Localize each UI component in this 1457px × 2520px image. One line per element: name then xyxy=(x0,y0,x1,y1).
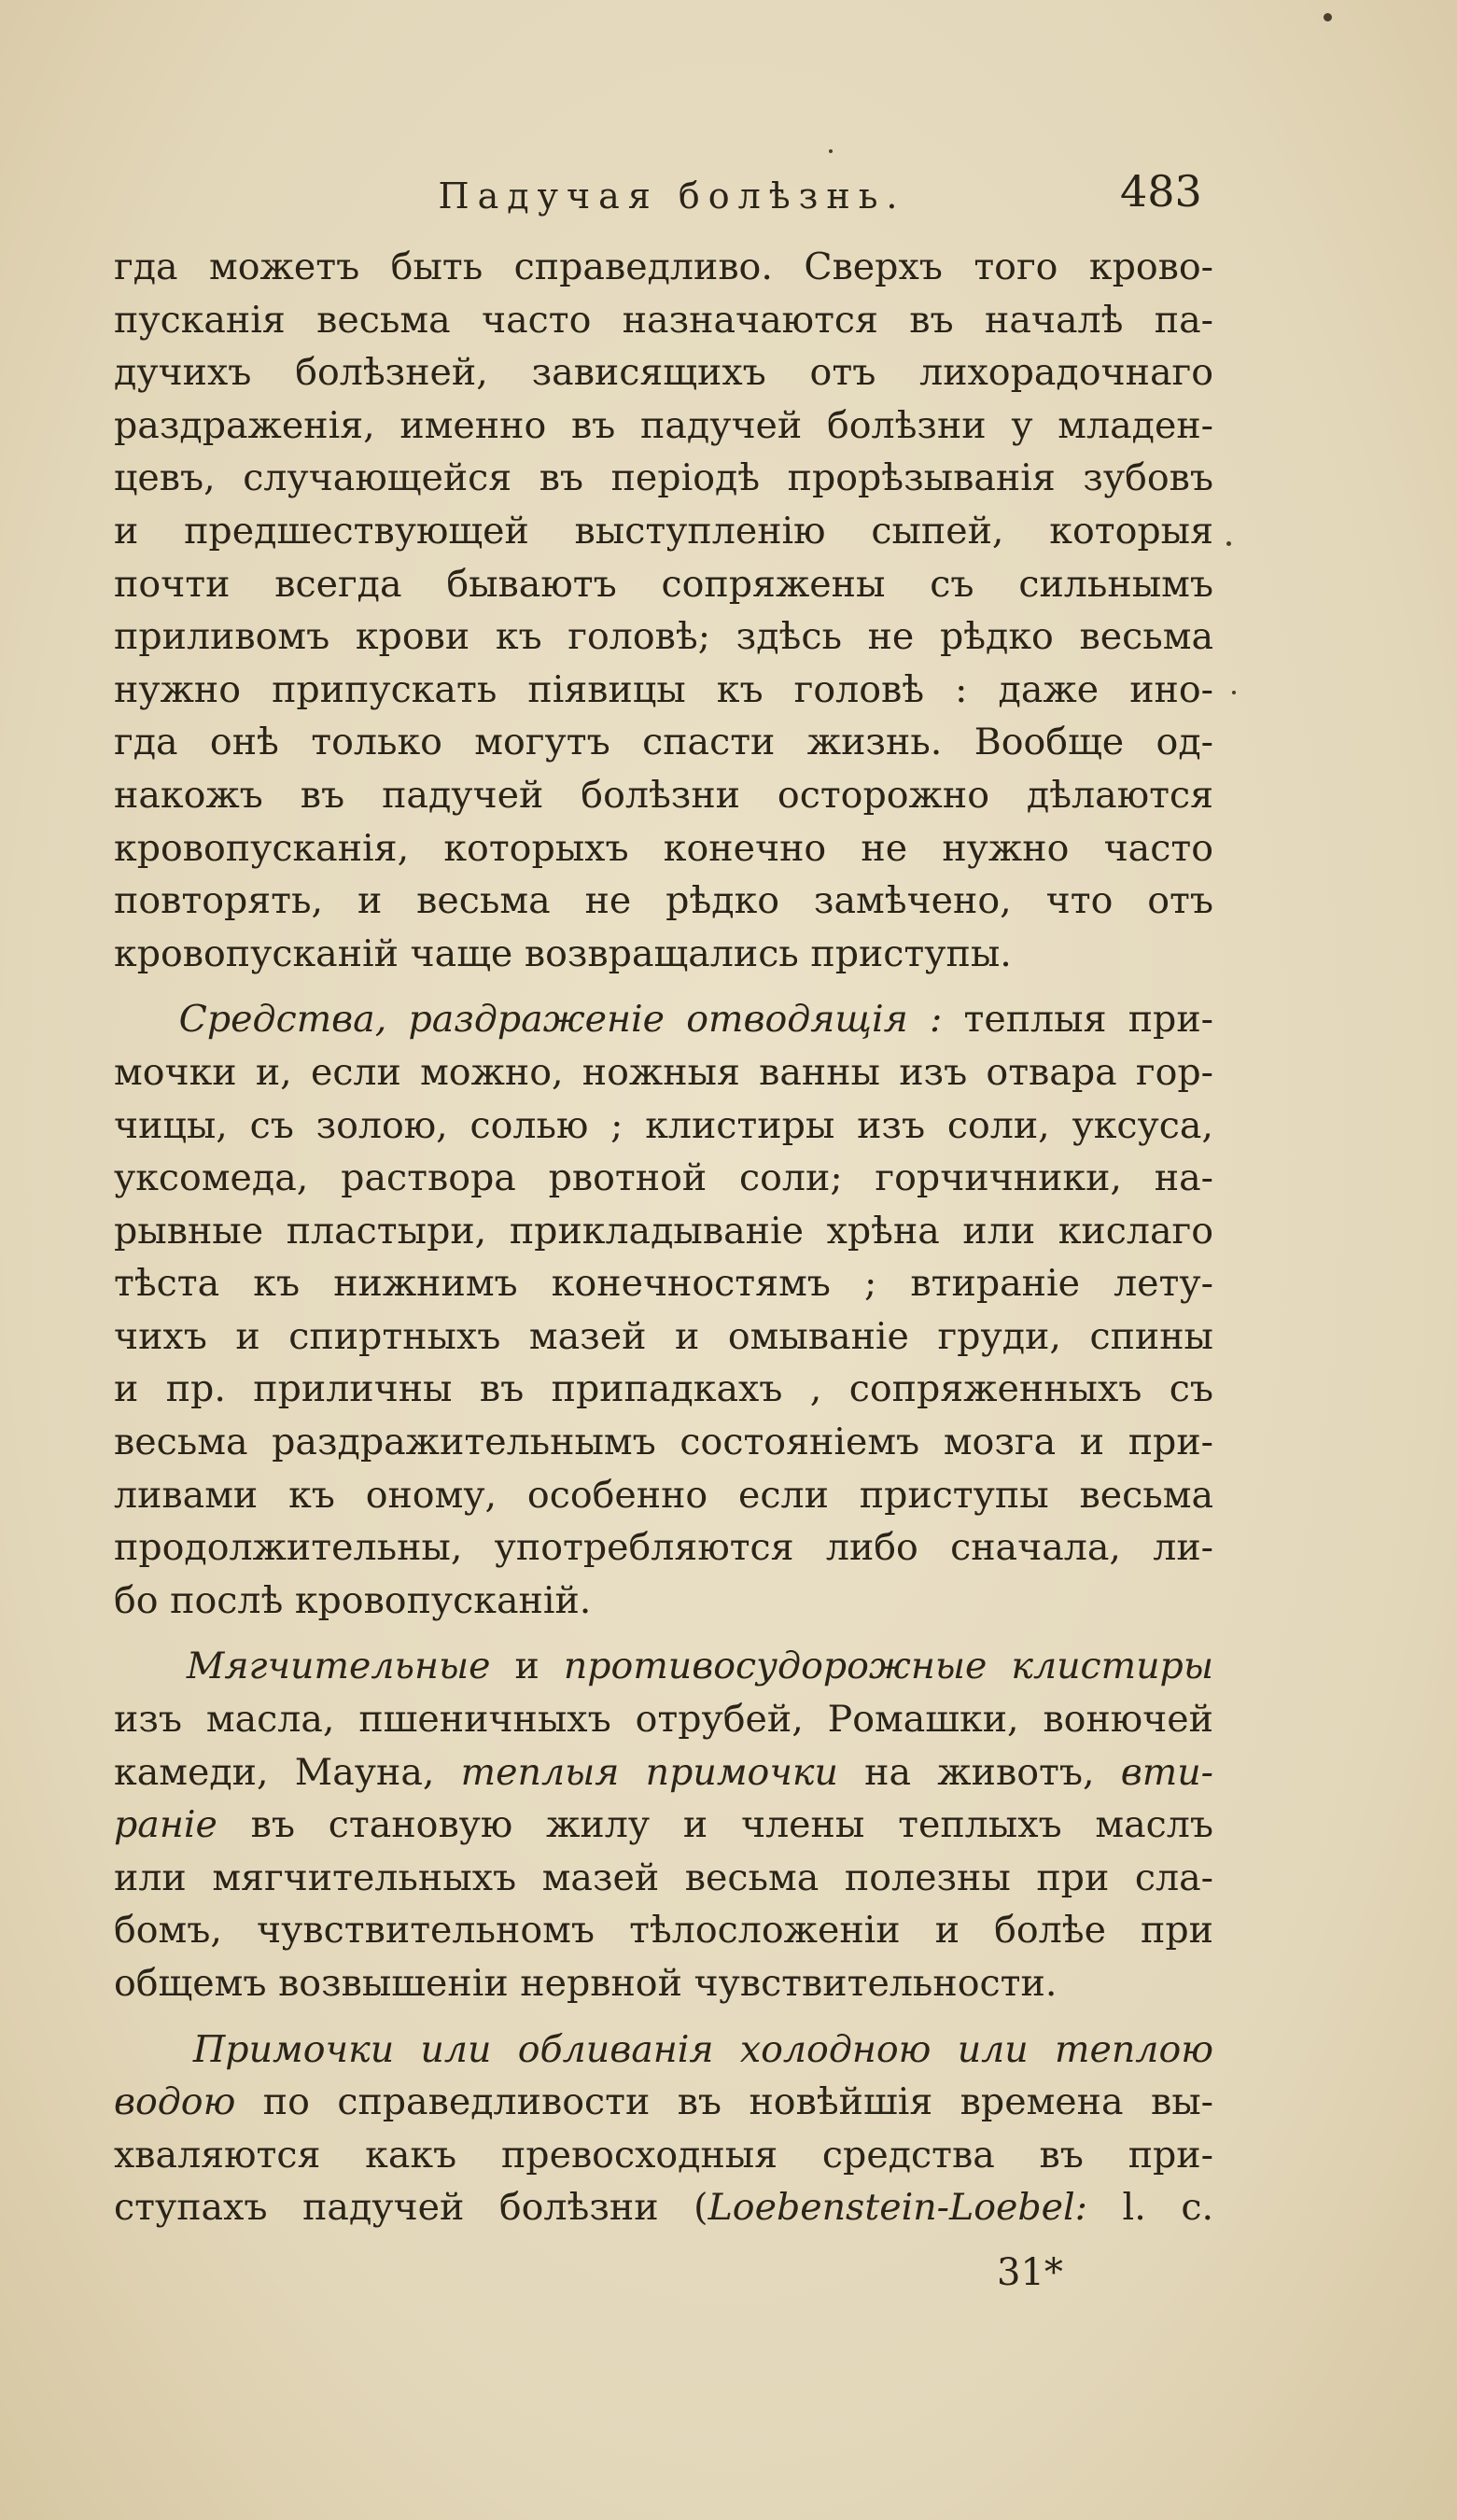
italic-phrase: Loebenstein-Loebel: xyxy=(707,2186,1087,2230)
text-line: гда можетъ быть справедливо. Сверхъ того крово- xyxy=(114,245,1213,288)
italic-phrase: Примочки или обливанія холодною или теплою xyxy=(192,2027,1213,2071)
text-span: и xyxy=(490,1645,564,1688)
text-line: накожъ въ падучей болѣзни осторожно дѣлаются xyxy=(114,773,1213,817)
italic-phrase: Мягчительные xyxy=(186,1645,491,1688)
paragraph-4 xyxy=(114,2023,1213,2234)
text-line: тѣста къ нижнимъ конечностямъ ; втираніе лету- xyxy=(114,1262,1213,1306)
text-line: гда онѣ только могутъ спасти жизнь. Вообще од- xyxy=(114,721,1213,764)
paragraph-3 xyxy=(114,1640,1213,2009)
text-line: или мягчительныхъ мазей весьма полезны при сла- xyxy=(114,1855,1213,1899)
text-line xyxy=(114,1640,1213,1693)
paper-speck xyxy=(829,149,833,153)
text-line: чицы, съ золою, солью ; клистиры изъ соли, уксуса, xyxy=(114,1103,1213,1147)
signature-mark: 31* xyxy=(997,2251,1063,2294)
text-span: теплыя при- xyxy=(942,998,1213,1042)
text-line: пусканія весьма часто назначаются въ началѣ па- xyxy=(114,298,1213,342)
text-line xyxy=(114,2076,1213,2129)
text-line: кровопусканія, которыхъ конечно не нужно часто xyxy=(114,826,1213,870)
text-line: хваляются какъ превосходныя средства въ при- xyxy=(114,2133,1213,2177)
text-line: продолжительны, употребляются либо сначала, ли- xyxy=(114,1526,1213,1570)
italic-phrase: противосудорожные клистиры xyxy=(563,1645,1214,1688)
text-span: на животъ, xyxy=(837,1750,1121,1794)
text-span: l. c. xyxy=(1086,2186,1213,2230)
text-line: и пр. приличны въ припадкахъ , сопряженныхъ съ xyxy=(114,1367,1213,1411)
text-line: нужно припускать піявицы къ головѣ : даже ино- xyxy=(114,667,1213,711)
text-line: ливами къ оному, особенно если приступы весьма xyxy=(114,1473,1213,1517)
italic-phrase: вти- xyxy=(1120,1750,1213,1794)
text-line: рывные пластыри, прикладываніе хрѣна или кислаго xyxy=(114,1209,1213,1253)
text-line: весьма раздражительнымъ состояніемъ мозга и при- xyxy=(114,1421,1213,1464)
text-line: приливомъ крови къ головѣ; здѣсь не рѣдко весьма xyxy=(114,615,1213,659)
text-line: кровопусканій чаще возвращались приступы. xyxy=(114,931,1012,975)
text-line xyxy=(114,2023,1213,2077)
text-line: цевъ, случающейся въ періодѣ прорѣзыванія зубовъ xyxy=(114,456,1213,500)
text-line: уксомеда, раствора рвотной соли; горчичники, на- xyxy=(114,1156,1213,1200)
paper-speck xyxy=(1226,541,1231,546)
text-line: бо послѣ кровопусканій. xyxy=(114,1578,592,1622)
paragraph-2 xyxy=(114,993,1213,1627)
text-line: мочки и, если можно, ножныя ванны изъ отвара гор- xyxy=(114,1050,1213,1094)
text-line: почти всегда бываютъ сопряжены съ сильнымъ xyxy=(114,562,1213,606)
italic-phrase: Средства, раздраженіе отводящія : xyxy=(178,998,943,1042)
text-line xyxy=(114,2181,1213,2234)
paper-speck xyxy=(1232,691,1236,694)
text-line: раздраженія, именно въ падучей болѣзни у младен- xyxy=(114,403,1213,447)
italic-phrase: водою xyxy=(114,2080,236,2124)
italic-phrase: теплыя примочки xyxy=(460,1750,838,1794)
text-line: изъ масла, пшеничныхъ отрубей, Ромашки, вонючей xyxy=(114,1698,1213,1742)
paper-speck xyxy=(1324,13,1332,21)
text-line xyxy=(114,1746,1213,1799)
body-text xyxy=(114,241,1213,2234)
text-line: дучихъ болѣзней, зависящихъ отъ лихорадочнаго xyxy=(114,351,1213,395)
text-line: и предшествующей выступленію сыпей, которыя xyxy=(114,509,1213,553)
text-line: чихъ и спиртныхъ мазей и омываніе груди, спины xyxy=(114,1314,1213,1358)
text-line xyxy=(114,1799,1213,1852)
text-span: въ становую жилу и члены теплыхъ маслъ xyxy=(217,1803,1213,1847)
text-span: камеди, Мауна, xyxy=(114,1750,461,1794)
running-header: Падучая болѣзнь. xyxy=(438,175,906,217)
text-line: повторять, и весьма не рѣдко замѣчено, что отъ xyxy=(114,879,1213,923)
italic-phrase: раніе xyxy=(114,1803,217,1847)
page-number: 483 xyxy=(1120,166,1202,217)
text-span: ступахъ падучей болѣзни ( xyxy=(114,2186,708,2230)
text-span: по справедливости въ новѣйшія времена вы- xyxy=(235,2080,1213,2124)
text-line: бомъ, чувствительномъ тѣлосложеніи и болѣе при xyxy=(114,1909,1213,1953)
paragraph-1 xyxy=(114,241,1213,980)
text-line xyxy=(114,993,1213,1046)
text-line: общемъ возвышеніи нервной чувствительности. xyxy=(114,1962,1058,2005)
